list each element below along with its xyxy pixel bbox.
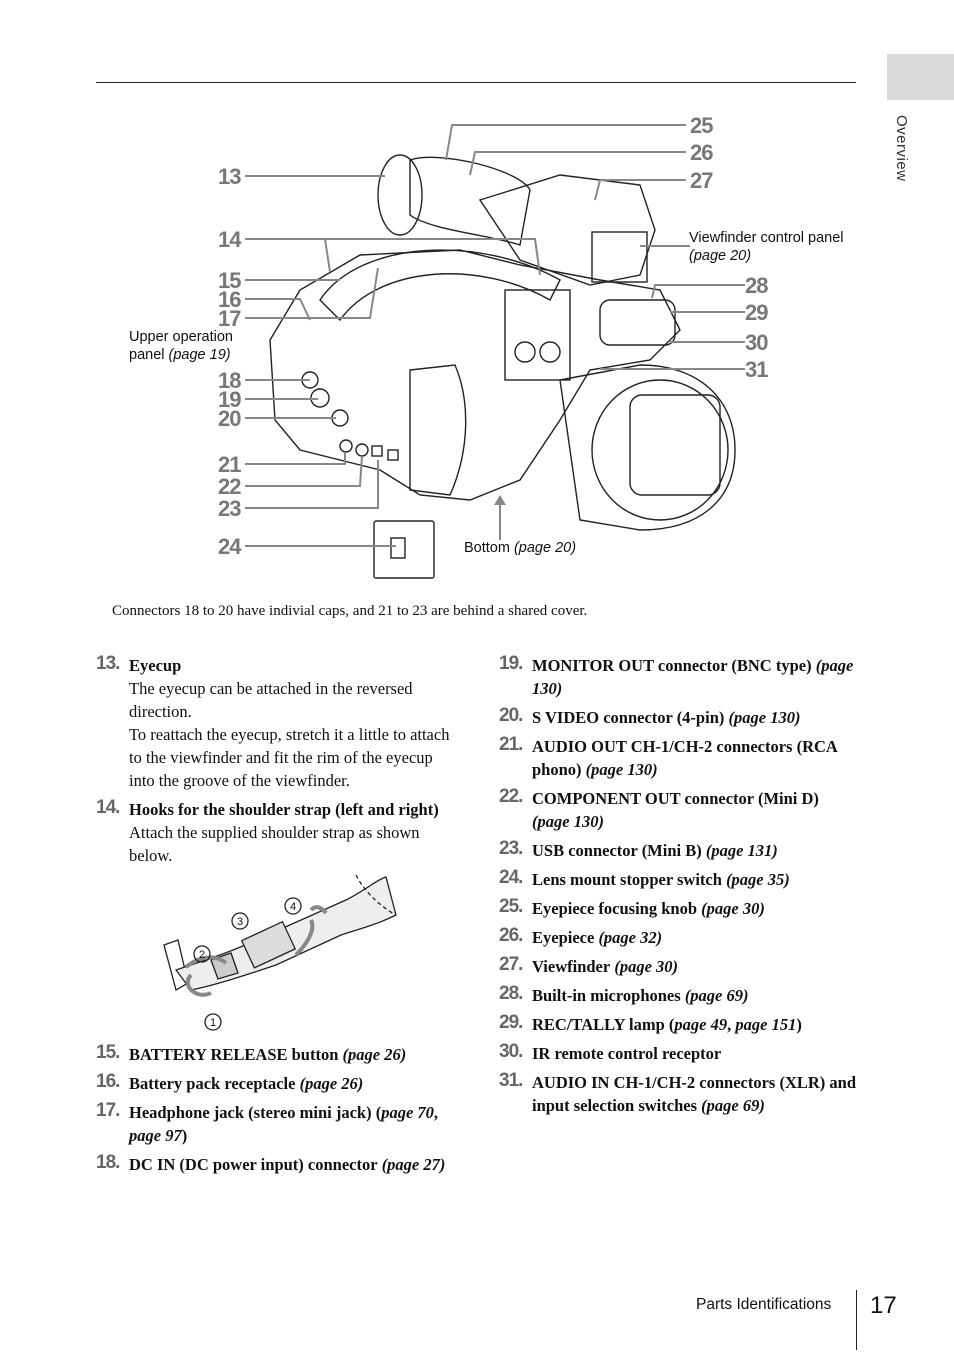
item-title: USB connector (Mini B) bbox=[532, 841, 702, 860]
viewfinder-panel-page: (page 20) bbox=[689, 248, 752, 264]
item-page-ref: (page 130) bbox=[585, 760, 658, 779]
item-number: 28. bbox=[499, 983, 523, 1004]
item-page-ref: (page 26) bbox=[299, 1074, 364, 1093]
item-page-ref: (page 69) bbox=[684, 986, 749, 1005]
item-number: 29. bbox=[499, 1012, 523, 1033]
item-title: AUDIO IN CH-1/CH-2 connectors (XLR) and input selection switches bbox=[532, 1073, 857, 1115]
item-title: AUDIO OUT CH-1/CH-2 connectors (RCA phono) bbox=[532, 737, 837, 779]
item-number: 16. bbox=[96, 1071, 120, 1092]
item-number: 19. bbox=[499, 653, 523, 674]
camcorder-illustration bbox=[0, 0, 954, 600]
item-number: 24. bbox=[499, 867, 523, 888]
callout-18: 18 bbox=[218, 368, 241, 393]
figure-caption: Connectors 18 to 20 have indivial caps, and 21 to 23 are behind a shared cover. bbox=[112, 603, 588, 619]
list-item bbox=[499, 955, 859, 978]
viewfinder-panel-label bbox=[689, 229, 844, 265]
item-title: REC/TALLY lamp ( bbox=[532, 1015, 675, 1034]
item-page-ref: (page 131) bbox=[705, 841, 778, 860]
item-number: 27. bbox=[499, 954, 523, 975]
item-title: Built-in microphones bbox=[532, 986, 681, 1005]
callout-27: 27 bbox=[690, 168, 713, 193]
callout-30: 30 bbox=[745, 330, 768, 355]
item-title: DC IN (DC power input) connector bbox=[129, 1155, 378, 1174]
item-page-ref: page 97 bbox=[129, 1126, 182, 1145]
bottom-text: Bottom bbox=[464, 540, 510, 556]
strap-step-3: 3 bbox=[236, 916, 244, 928]
item-page-ref: page 70 bbox=[381, 1103, 434, 1122]
list-item bbox=[96, 654, 456, 792]
callout-13: 13 bbox=[218, 164, 241, 189]
callout-23: 23 bbox=[218, 496, 241, 521]
item-title: Lens mount stopper switch bbox=[532, 870, 722, 889]
item-page-ref: (page 130) bbox=[532, 656, 854, 698]
item-number: 25. bbox=[499, 896, 523, 917]
list-item bbox=[96, 1153, 456, 1176]
item-number: 14. bbox=[96, 797, 120, 818]
item-title: COMPONENT OUT connector (Mini D) bbox=[532, 789, 819, 808]
item-desc: To reattach the eyecup, stretch it a little to attach to the viewfinder and fit the rim of the eyecup into the groove of the viewfinder. bbox=[129, 725, 450, 790]
item-title: Eyepiece focusing knob bbox=[532, 899, 698, 918]
item-title: S VIDEO connector (4-pin) bbox=[532, 708, 725, 727]
item-page-ref: (page 35) bbox=[726, 870, 790, 889]
item-title: IR remote control receptor bbox=[532, 1044, 722, 1063]
list-item bbox=[499, 868, 859, 891]
item-page-ref: (page 69) bbox=[701, 1096, 765, 1115]
list-item bbox=[499, 1071, 859, 1117]
item-title: Viewfinder bbox=[532, 957, 611, 976]
item-title: Eyecup bbox=[129, 656, 182, 675]
callout-19: 19 bbox=[218, 387, 241, 412]
callout-26: 26 bbox=[690, 140, 713, 165]
item-page-ref: (page 27) bbox=[381, 1155, 446, 1174]
item-number: 31. bbox=[499, 1070, 523, 1091]
callout-15: 15 bbox=[218, 268, 241, 293]
callout-16: 16 bbox=[218, 287, 241, 312]
upper-panel-text: Upper operation panel bbox=[129, 329, 233, 363]
item-number: 23. bbox=[499, 838, 523, 859]
section-title: Overview bbox=[893, 115, 910, 182]
bottom-label bbox=[464, 539, 576, 557]
list-item bbox=[499, 735, 859, 781]
callout-17: 17 bbox=[218, 306, 241, 331]
list-item bbox=[499, 1042, 859, 1065]
list-item: 29. REC/TALLY lamp (page 49, page 151) bbox=[499, 1012, 802, 1034]
item-title: BATTERY RELEASE button bbox=[129, 1045, 339, 1064]
item-page-ref: (page 30) bbox=[701, 899, 765, 918]
list-item bbox=[499, 706, 859, 729]
item-page-ref: page 49 bbox=[674, 1015, 728, 1034]
item-number: 22. bbox=[499, 786, 523, 807]
list-item bbox=[96, 1043, 456, 1066]
item-page-ref: (page 130) bbox=[532, 812, 604, 831]
callout-20: 20 bbox=[218, 406, 241, 431]
list-item bbox=[96, 1072, 456, 1095]
item-page-ref: (page 32) bbox=[598, 928, 663, 947]
viewfinder-panel-text: Viewfinder control panel bbox=[689, 230, 844, 246]
item-number: 30. bbox=[499, 1041, 523, 1062]
right-column bbox=[499, 654, 859, 1123]
upper-panel-label bbox=[129, 328, 249, 364]
list-item bbox=[499, 926, 859, 949]
item-title: Eyepiece bbox=[532, 928, 595, 947]
list-item bbox=[499, 897, 859, 920]
callout-29: 29 bbox=[745, 300, 768, 325]
item-number: 15. bbox=[96, 1042, 120, 1063]
callout-31: 31 bbox=[745, 357, 768, 382]
item-desc: Attach the supplied shoulder strap as shown below. bbox=[129, 823, 420, 865]
shoulder-strap-illustration bbox=[156, 875, 406, 1035]
item-desc: The eyecup can be attached in the reversed direction. bbox=[129, 679, 413, 721]
list-item bbox=[499, 839, 859, 862]
callout-24: 24 bbox=[218, 534, 241, 559]
callout-21: 21 bbox=[218, 452, 241, 477]
bottom-page: (page 20) bbox=[513, 540, 577, 556]
list-item bbox=[499, 787, 859, 833]
callout-28: 28 bbox=[745, 273, 768, 298]
item-number: 18. bbox=[96, 1152, 120, 1173]
item-title: MONITOR OUT connector (BNC type) bbox=[532, 656, 812, 675]
item-title: Battery pack receptacle bbox=[129, 1074, 296, 1093]
footer-divider bbox=[856, 1290, 857, 1350]
list-item bbox=[499, 984, 859, 1007]
page-number: 17 bbox=[870, 1292, 897, 1319]
strap-step-1: 1 bbox=[209, 1017, 217, 1029]
item-page-ref: (page 26) bbox=[342, 1045, 407, 1064]
item-title: Headphone jack (stereo mini jack) ( bbox=[129, 1103, 382, 1122]
callout-25: 25 bbox=[690, 113, 713, 138]
strap-step-4: 4 bbox=[289, 901, 297, 913]
item-number: 21. bbox=[499, 734, 523, 755]
item-number: 17. bbox=[96, 1100, 120, 1121]
left-column bbox=[96, 654, 456, 1182]
item-number: 26. bbox=[499, 925, 523, 946]
item-title: Hooks for the shoulder strap (left and right) bbox=[129, 800, 439, 819]
item-page-ref: (page 30) bbox=[614, 957, 679, 976]
bottom-arrow bbox=[494, 495, 506, 505]
footer-section-title: Parts Identifications bbox=[696, 1296, 832, 1313]
list-item bbox=[499, 654, 859, 700]
item-number: 13. bbox=[96, 653, 120, 674]
item-number: 20. bbox=[499, 705, 523, 726]
strap-step-2: 2 bbox=[198, 949, 206, 961]
item-page-ref: (page 130) bbox=[728, 708, 801, 727]
list-item bbox=[96, 798, 456, 867]
list-item: 17. Headphone jack (stereo mini jack) (page 70, page 97) bbox=[96, 1100, 439, 1145]
item-page-ref: page 151 bbox=[735, 1015, 797, 1034]
callout-22: 22 bbox=[218, 474, 241, 499]
callout-14: 14 bbox=[218, 227, 241, 252]
upper-panel-page: (page 19) bbox=[168, 347, 231, 363]
